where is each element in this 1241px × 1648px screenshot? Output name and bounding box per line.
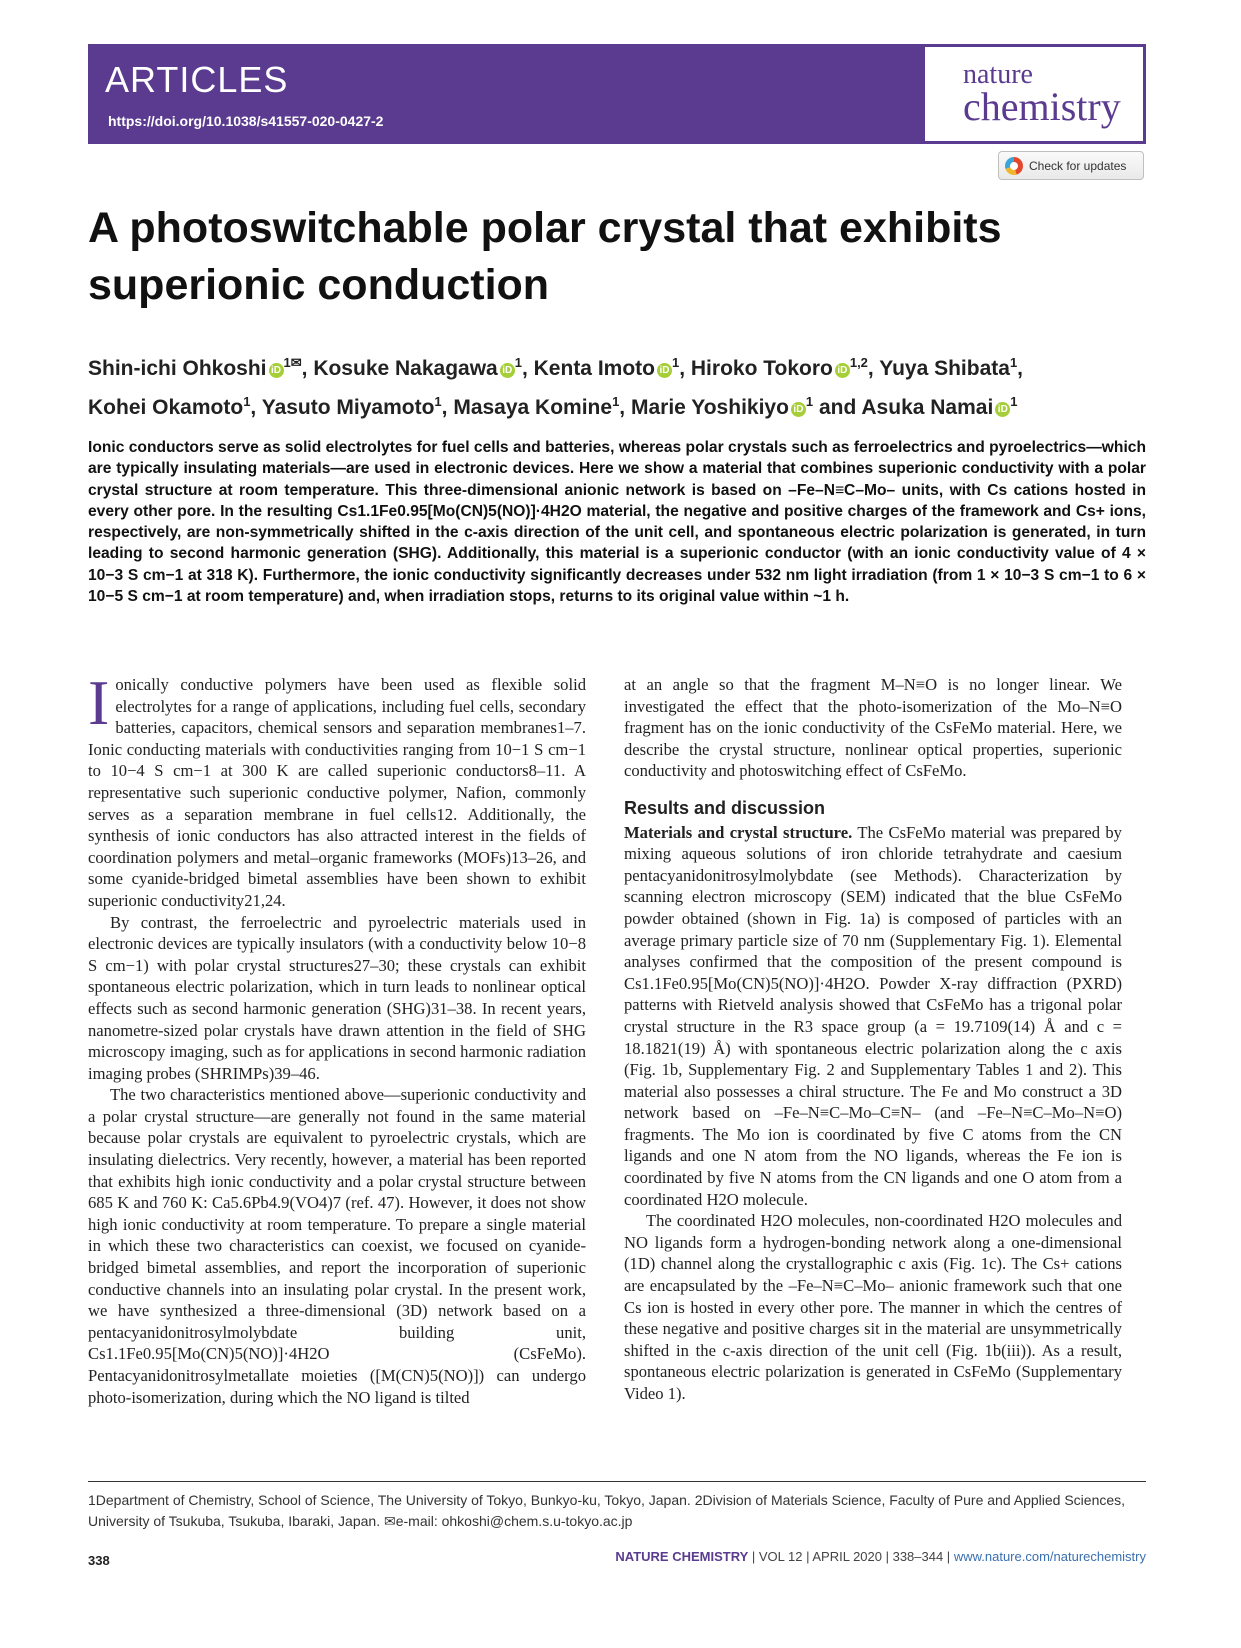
footnote-divider [88, 1481, 1146, 1482]
author-affiliation: 1 [1010, 394, 1018, 409]
author-name: Marie Yoshikiyo [630, 396, 789, 419]
intro-paragraph-1-text: onically conductive polymers have been used as flexible solid electrolytes for a range of applications, including fuel cells, secondary batteries, capacitors, chemical sensors and separation membranes1–7. Ionic conducting materials with conductivities ranging from 10−1 S cm−1 to 10−4 S cm−1 at 300 K are called superionic conductors8–11. A representative such superionic conductive polymer, Nafion, commonly serves as a separation membrane in fuel cells12. Additionally, the synthesis of ionic conductors has also attracted interest in the fields of coordination polymers and metal–organic frameworks (MOFs)13–26, and some cyanide-bridged bimetal assemblies have been shown to exhibit superionic conductivity21,24. [88, 675, 586, 910]
orcid-icon[interactable]: iD [835, 363, 850, 378]
author-affiliation: 1 [612, 394, 620, 409]
intro-paragraph-3: The two characteristics mentioned above—superionic conductivity and a polar crystal structure—are generally not found in the same material because polar crystals are equivalent to pyroelectric crystals, which are insulating dielectrics. Very recently, however, a material has been reported that exhibits high ionic conductivity and a polar crystal structure between 685 K and 760 K: Ca5.6Pb4.9(VO4)7 (ref. 47). However, it does not show high ionic conductivity at room temperature. To prepare a single material in which these two characteristics can coexist, we focused on cyanide-bridged bimetal assemblies, and report the incorporation of superionic conductive channels into an insulating polar crystal. In the present work, we have synthesized a three-dimensional (3D) network based on a pentacyanidonitrosylmolybdate building unit, Cs1.1Fe0.95[Mo(CN)5(NO)]·4H2O (CsFeMo). Pentacyanidonitrosylmetallate moieties ([M(CN)5(NO)]) can undergo photo-isomerization, during which the NO ligand is tilted [88, 1085, 586, 1407]
page-number: 338 [88, 1553, 110, 1568]
journal-logo-line1: nature [963, 59, 1033, 90]
author-affiliation: 1 [805, 394, 814, 409]
author-name: Kosuke Nakagawa [313, 357, 498, 380]
results-paragraph-1-text: The CsFeMo material was prepared by mixing aqueous solutions of iron chloride tetrahydrate and caesium pentacyanidonitrosylmolybdate (see Methods). Characterization by scanning electron microscopy (SEM) indicated that the blue CsFeMo powder obtained (shown in Fig. 1a) is composed of particles with an average primary particle size of 70 nm (Supplementary Fig. 1). Elemental analyses confirmed that the composition of the present compound is Cs1.1Fe0.95[Mo(CN)5(NO)]·4H2O. Powder X-ray diffraction (PXRD) patterns with Rietveld analysis showed that CsFeMo has a trigonal polar crystal structure in the R3 space group (a = 19.7109(14) Å and c = 18.1821(19) Å) with spontaneous electric polarization along the c axis (Fig. 1b, Supplementary Fig. 2 and Supplementary Tables 1 and 2). This material also possesses a chiral structure. The Fe and Mo construct a 3D network based on –Fe–N≡C–Mo–C≡N– (and –Fe–N≡C–Mo–N≡O) fragments. The Mo ion is coordinated by five C atoms from the CN ligands and one N atom from the NO ligands, whereas the Fe ion is coordinated by five N atoms from the CN ligands and one O atom from a coordinated H2O molecule. [624, 822, 1122, 1209]
article-banner [88, 44, 1146, 144]
article-title: A photoswitchable polar crystal that exhibits superionic conduction [88, 204, 1002, 309]
author-affiliation: 1✉ [283, 355, 302, 370]
author-list [88, 346, 1148, 424]
footer-journal-name: NATURE CHEMISTRY [615, 1549, 749, 1564]
left-column [88, 667, 586, 1408]
author-affiliation: 1 [434, 394, 442, 409]
author-separator: and [813, 396, 862, 419]
author-separator: , [679, 357, 691, 380]
affiliations: 1Department of Chemistry, School of Science, The University of Tokyo, Bunkyo-ku, Tokyo, Japan. 2Division of Materials Science, Faculty of Pure and Applied Sciences, University of Tsukuba, Tsukuba, Ibaraki, Japan. ✉e-mail: ohkoshi@chem.s.u-tokyo.ac.jp [88, 1492, 1126, 1529]
crossmark-icon [1005, 157, 1023, 175]
author-separator: , [441, 396, 454, 419]
footer-journal-url[interactable]: www.nature.com/naturechemistry [953, 1549, 1146, 1564]
check-for-updates-button[interactable] [998, 151, 1144, 180]
intro-paragraph-4: at an angle so that the fragment M–N≡O is no longer linear. We investigated the effect that the photo-isomerization of the Mo–N≡O fragment has on the ionic conductivity of the CsFeMo material. Here, we describe the crystal structure, nonlinear optical properties, superionic conductivity and photoswitching effect of CsFeMo. [624, 675, 1122, 781]
author-name: Yuya Shibata [879, 357, 1010, 380]
results-paragraph-2: The coordinated H2O molecules, non-coordinated H2O molecules and NO ligands form a hydrogen-bonding network along a one-dimensional (1D) channel along the crystallographic c axis (Fig. 1c). The Cs+ cations are encapsulated by the –Fe–N≡C–Mo– anionic framework such that one Cs ion is hosted in every other pore. The manner in which the centres of these negative and positive charges sit in the material are unsymmetrically shifted in the c-axis direction of the unit cell (Fig. 1b(iii)). As a result, spontaneous electric polarization is generated in CsFeMo (Supplementary Video 1). [624, 1211, 1122, 1403]
author-separator: , [619, 396, 631, 419]
orcid-icon[interactable]: iD [657, 363, 672, 378]
author-separator: , [1017, 357, 1024, 380]
orcid-icon[interactable]: iD [269, 363, 284, 378]
author-affiliation: 1,2 [849, 355, 868, 370]
abstract: Ionic conductors serve as solid electrolytes for fuel cells and batteries, whereas polar crystals such as ferroelectrics and pyroelectrics—which are typically insulating materials—are used in electronic devices. Here we show a material that combines superionic conductivity with a polar crystal structure at room temperature. This three-dimensional anionic network is based on –Fe–N≡C–Mo– units, with Cs cations hosted in every other pore. In the resulting Cs1.1Fe0.95[Mo(CN)5(NO)]·4H2O material, the negative and positive charges of the framework and Cs+ ions, respectively, are non-symmetrically shifted in the c-axis direction of the unit cell, and spontaneous electric polarization is generated, in turn leading to second harmonic generation (SHG). Additionally, this material is a superionic conductor (with an ionic conductivity value of 4 × 10−3 S cm−1 at 318 K). Furthermore, the ionic conductivity significantly decreases under 532 nm light irradiation (from 1 × 10−3 S cm−1 to 6 × 10−5 S cm−1 at room temperature) and, when irradiation stops, returns to its original value within ~1 h. [88, 439, 1146, 606]
results-paragraph-1 [624, 822, 1122, 1211]
intro-paragraph-2: By contrast, the ferroelectric and pyroelectric materials used in electronic devices are typically insulators (with a conductivity below 10−8 S cm−1) with polar crystal structures27–30; these crystals can exhibit spontaneous electric polarization, which in turn leads to nonlinear optical effects such as second harmonic generation (SHG)31–38. In recent years, nanometre-sized polar crystals have drawn attention in the field of SHG microscopy imaging, such as for applications in second harmonic radiation imaging probes (SHRIMPs)39–46. [88, 912, 586, 1083]
intro-paragraph-1 [88, 667, 586, 912]
orcid-icon[interactable]: iD [995, 402, 1010, 417]
author-name: Hiroko Tokoro [690, 357, 833, 380]
author-name: Masaya Komine [453, 396, 613, 419]
section-heading: Results and discussion [624, 797, 826, 818]
section-label: ARTICLES [105, 59, 289, 100]
author-separator: , [521, 357, 534, 380]
author-name: Kenta Imoto [533, 357, 655, 380]
author-affiliation: 1 [1009, 355, 1018, 370]
author-name: Yasuto Miyamoto [261, 396, 435, 419]
author-separator: , [301, 357, 314, 380]
footer-citation [615, 1549, 1146, 1564]
orcid-icon[interactable]: iD [500, 363, 515, 378]
author-affiliation: 1 [243, 394, 251, 409]
author-name: Asuka Namai [861, 396, 994, 419]
drop-cap: I [88, 667, 110, 738]
footer-issue: | VOL 12 | APRIL 2020 | 338–344 | [748, 1549, 954, 1564]
author-name: Shin-ichi Ohkoshi [88, 357, 267, 380]
author-separator: , [867, 357, 880, 380]
doi-link[interactable]: https://doi.org/10.1038/s41557-020-0427-2 [108, 113, 384, 129]
check-updates-label: Check for updates [1029, 158, 1127, 173]
subsection-heading: Materials and crystal structure. [624, 822, 853, 842]
journal-logo-line2: chemistry [963, 84, 1121, 129]
author-separator: , [250, 396, 262, 419]
right-column [624, 674, 1122, 1405]
author-affiliation: 1 [514, 355, 522, 370]
author-name: Kohei Okamoto [88, 396, 244, 419]
author-affiliation: 1 [671, 355, 680, 370]
orcid-icon[interactable]: iD [791, 402, 806, 417]
journal-logo [925, 47, 1143, 141]
